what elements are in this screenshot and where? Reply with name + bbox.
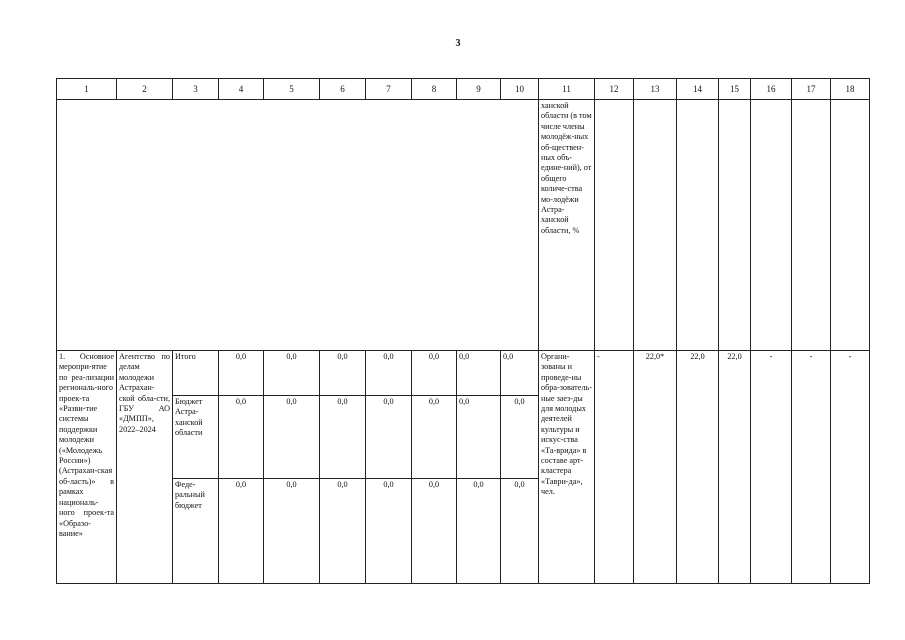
column-header-row bbox=[57, 79, 870, 100]
column-header: 9 bbox=[457, 79, 501, 100]
indicator-name: Органи-зованы и проведе-ны обра-зователь-ные заез-ды для молодых деятелей культуры и искус-ства «Та-врида» в составе арт-кластера «Таври-да», чел. bbox=[539, 351, 595, 584]
funding-value: 0,0 bbox=[412, 351, 457, 396]
column-header: 14 bbox=[677, 79, 719, 100]
funding-value: 0,0 bbox=[219, 479, 264, 584]
funding-value: 0,0 bbox=[219, 351, 264, 396]
column-header: 16 bbox=[751, 79, 792, 100]
funding-value: 0,0 bbox=[412, 479, 457, 584]
column-header: 18 bbox=[831, 79, 870, 100]
funding-value: 0,0 bbox=[366, 351, 412, 396]
funding-value: 0,0 bbox=[264, 351, 320, 396]
funding-value: 0,0 bbox=[366, 479, 412, 584]
funding-value: 0,0 bbox=[320, 396, 366, 479]
funding-value: 0,0 bbox=[320, 479, 366, 584]
page-number: 3 bbox=[455, 38, 461, 49]
indicator-continuation: ханской области (в том числе члены молодёж-ных об-ществен-ных объ-едине-ний), от общего количе-ства мо-лодёжи Астра-ханской области, % bbox=[539, 100, 595, 351]
indicator-value: 22,0 bbox=[677, 351, 719, 584]
indicator-value: - bbox=[751, 351, 792, 584]
table-cell bbox=[751, 100, 792, 351]
indicator-value: - bbox=[831, 351, 870, 584]
funding-value: 0,0 bbox=[412, 396, 457, 479]
table-cell bbox=[719, 100, 751, 351]
funding-value: 0,0 bbox=[457, 396, 501, 479]
funding-value: 0,0 bbox=[501, 351, 539, 396]
continuation-row bbox=[57, 100, 870, 351]
funding-value: 0,0 bbox=[501, 479, 539, 584]
activity-title: 1. Основное меропри-ятие по реа-лизации региональ-ного проек-та «Разви-тие системы поддержки молодежи («Молодежь России») (Астрахан-ская об-ласть)» в рамках националь-ного проек-та «Образо-вание» bbox=[57, 351, 117, 584]
column-header: 17 bbox=[792, 79, 831, 100]
column-header: 12 bbox=[595, 79, 634, 100]
column-header: 15 bbox=[719, 79, 751, 100]
funding-value: 0,0 bbox=[219, 396, 264, 479]
funding-value: 0,0 bbox=[264, 396, 320, 479]
column-header: 4 bbox=[219, 79, 264, 100]
funding-source: Итого bbox=[173, 351, 219, 396]
indicator-value: - bbox=[792, 351, 831, 584]
funding-value: 0,0 bbox=[457, 479, 501, 584]
indicator-value: 22,0* bbox=[634, 351, 677, 584]
table-cell bbox=[595, 100, 634, 351]
activity-executor: Агентство по делам молодежи Астрахан-ской обла-сти, ГБУ АО «ДМПП», 2022–2024 bbox=[117, 351, 173, 584]
column-header: 8 bbox=[412, 79, 457, 100]
funding-source: Феде-ральный бюджет bbox=[173, 479, 219, 584]
empty-merged-cell bbox=[57, 100, 539, 351]
column-header: 6 bbox=[320, 79, 366, 100]
table-cell bbox=[792, 100, 831, 351]
column-header: 2 bbox=[117, 79, 173, 100]
indicator-value: - bbox=[595, 351, 634, 584]
funding-source: Бюджет Астра-ханской области bbox=[173, 396, 219, 479]
program-table bbox=[56, 78, 870, 584]
column-header: 11 bbox=[539, 79, 595, 100]
funding-value: 0,0 bbox=[457, 351, 501, 396]
column-header: 1 bbox=[57, 79, 117, 100]
funding-value: 0,0 bbox=[501, 396, 539, 479]
table-cell bbox=[634, 100, 677, 351]
column-header: 5 bbox=[264, 79, 320, 100]
indicator-value: 22,0 bbox=[719, 351, 751, 584]
table-cell bbox=[831, 100, 870, 351]
funding-value: 0,0 bbox=[264, 479, 320, 584]
funding-value: 0,0 bbox=[320, 351, 366, 396]
column-header: 3 bbox=[173, 79, 219, 100]
funding-value: 0,0 bbox=[366, 396, 412, 479]
funding-row-total bbox=[57, 351, 870, 396]
column-header: 7 bbox=[366, 79, 412, 100]
table-cell bbox=[677, 100, 719, 351]
column-header: 10 bbox=[501, 79, 539, 100]
column-header: 13 bbox=[634, 79, 677, 100]
